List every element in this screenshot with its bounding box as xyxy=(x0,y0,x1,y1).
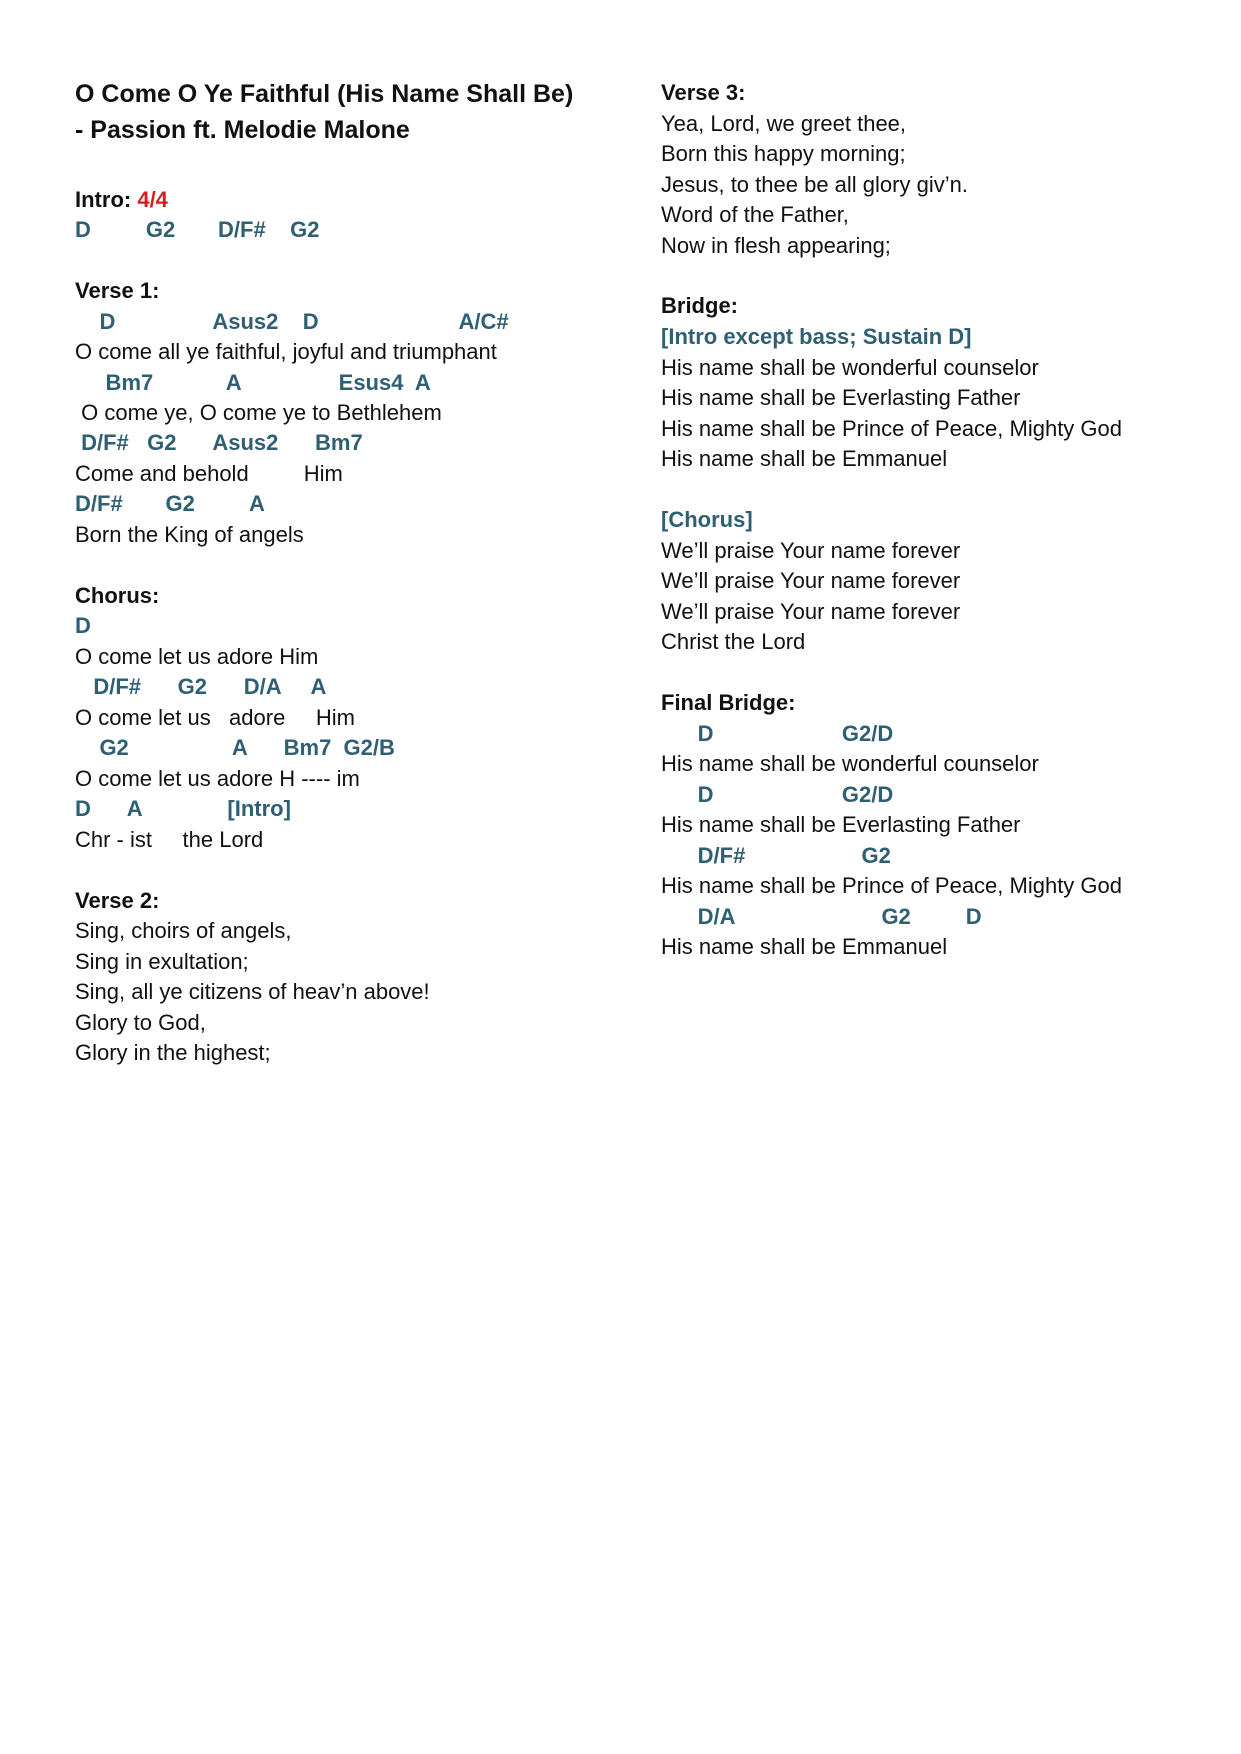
lyric-line: Sing, choirs of angels, xyxy=(75,918,292,943)
lyric-line: His name shall be Emmanuel xyxy=(661,934,948,959)
intro-label: Intro: xyxy=(75,187,138,212)
intro-heading xyxy=(75,187,168,213)
chord-line: Bm7 A Esus4 A xyxy=(75,370,431,395)
lyric-line: We’ll praise Your name forever xyxy=(661,568,961,593)
lyric-line: We’ll praise Your name forever xyxy=(661,538,961,563)
time-signature: 4/4 xyxy=(137,187,168,212)
lyric-line: His name shall be Everlasting Father xyxy=(661,385,1021,410)
lyric-line: His name shall be Prince of Peace, Mighty God xyxy=(661,416,1123,441)
chord-line: D/F# G2 D/A A xyxy=(75,674,327,699)
chord-line: D A [Intro] xyxy=(75,796,291,821)
lyric-line: Now in flesh appearing; xyxy=(661,233,891,258)
chord-line: D/F# G2 A xyxy=(75,491,265,516)
chorus-heading: Chorus: xyxy=(75,583,160,608)
lyric-line: His name shall be Prince of Peace, Mighty God xyxy=(661,873,1123,898)
intro-chords: D G2 D/F# G2 xyxy=(75,217,320,242)
lyric-line: Chr - ist the Lord xyxy=(75,827,264,852)
lyric-line: His name shall be wonderful counselor xyxy=(661,355,1039,380)
chord-line: G2 A Bm7 G2/B xyxy=(75,735,395,760)
lyric-line: Born this happy morning; xyxy=(661,141,906,166)
chord-line: D G2/D xyxy=(661,782,894,807)
final-bridge-heading: Final Bridge: xyxy=(661,690,796,715)
chord-line: D/A G2 D xyxy=(661,904,982,929)
verse2-heading: Verse 2: xyxy=(75,888,160,913)
bridge-note: [Intro except bass; Sustain D] xyxy=(661,324,972,349)
lyric-line: O come ye, O come ye to Bethlehem xyxy=(75,400,442,425)
chord-line: D/F# G2 Asus2 Bm7 xyxy=(75,430,363,455)
lyric-line: His name shall be Everlasting Father xyxy=(661,812,1021,837)
lyric-line: Sing, all ye citizens of heav’n above! xyxy=(75,979,430,1004)
lyric-line: O come let us adore H ---- im xyxy=(75,766,360,791)
song-title: O Come O Ye Faithful (His Name Shall Be) xyxy=(75,80,574,108)
lyric-line: We’ll praise Your name forever xyxy=(661,599,961,624)
lyric-line: Sing in exultation; xyxy=(75,949,249,974)
lyric-line: Jesus, to thee be all glory giv’n. xyxy=(661,172,968,197)
lyric-line: Come and behold Him xyxy=(75,461,343,486)
lyric-line: Born the King of angels xyxy=(75,522,304,547)
lyric-line: Christ the Lord xyxy=(661,629,806,654)
chord-line: D G2/D xyxy=(661,721,894,746)
lyric-line: O come let us adore Him xyxy=(75,644,319,669)
lyric-line: His name shall be Emmanuel xyxy=(661,446,948,471)
bridge-heading: Bridge: xyxy=(661,293,738,318)
chord-line: D/F# G2 xyxy=(661,843,891,868)
lyric-line: Yea, Lord, we greet thee, xyxy=(661,111,907,136)
lyric-line: Glory in the highest; xyxy=(75,1040,271,1065)
lyric-line: Word of the Father, xyxy=(661,202,849,227)
chorus-tag: [Chorus] xyxy=(661,507,753,532)
lyric-line: His name shall be wonderful counselor xyxy=(661,751,1039,776)
verse1-heading: Verse 1: xyxy=(75,278,160,303)
verse3-heading: Verse 3: xyxy=(661,80,746,105)
song-artist: - Passion ft. Melodie Malone xyxy=(75,116,410,144)
chord-line: D Asus2 D A/C# xyxy=(75,309,509,334)
lyric-line: O come let us adore Him xyxy=(75,705,355,730)
lyric-line: Glory to God, xyxy=(75,1010,206,1035)
lyric-line: O come all ye faithful, joyful and triumphant xyxy=(75,339,497,364)
chord-line: D xyxy=(75,613,91,638)
